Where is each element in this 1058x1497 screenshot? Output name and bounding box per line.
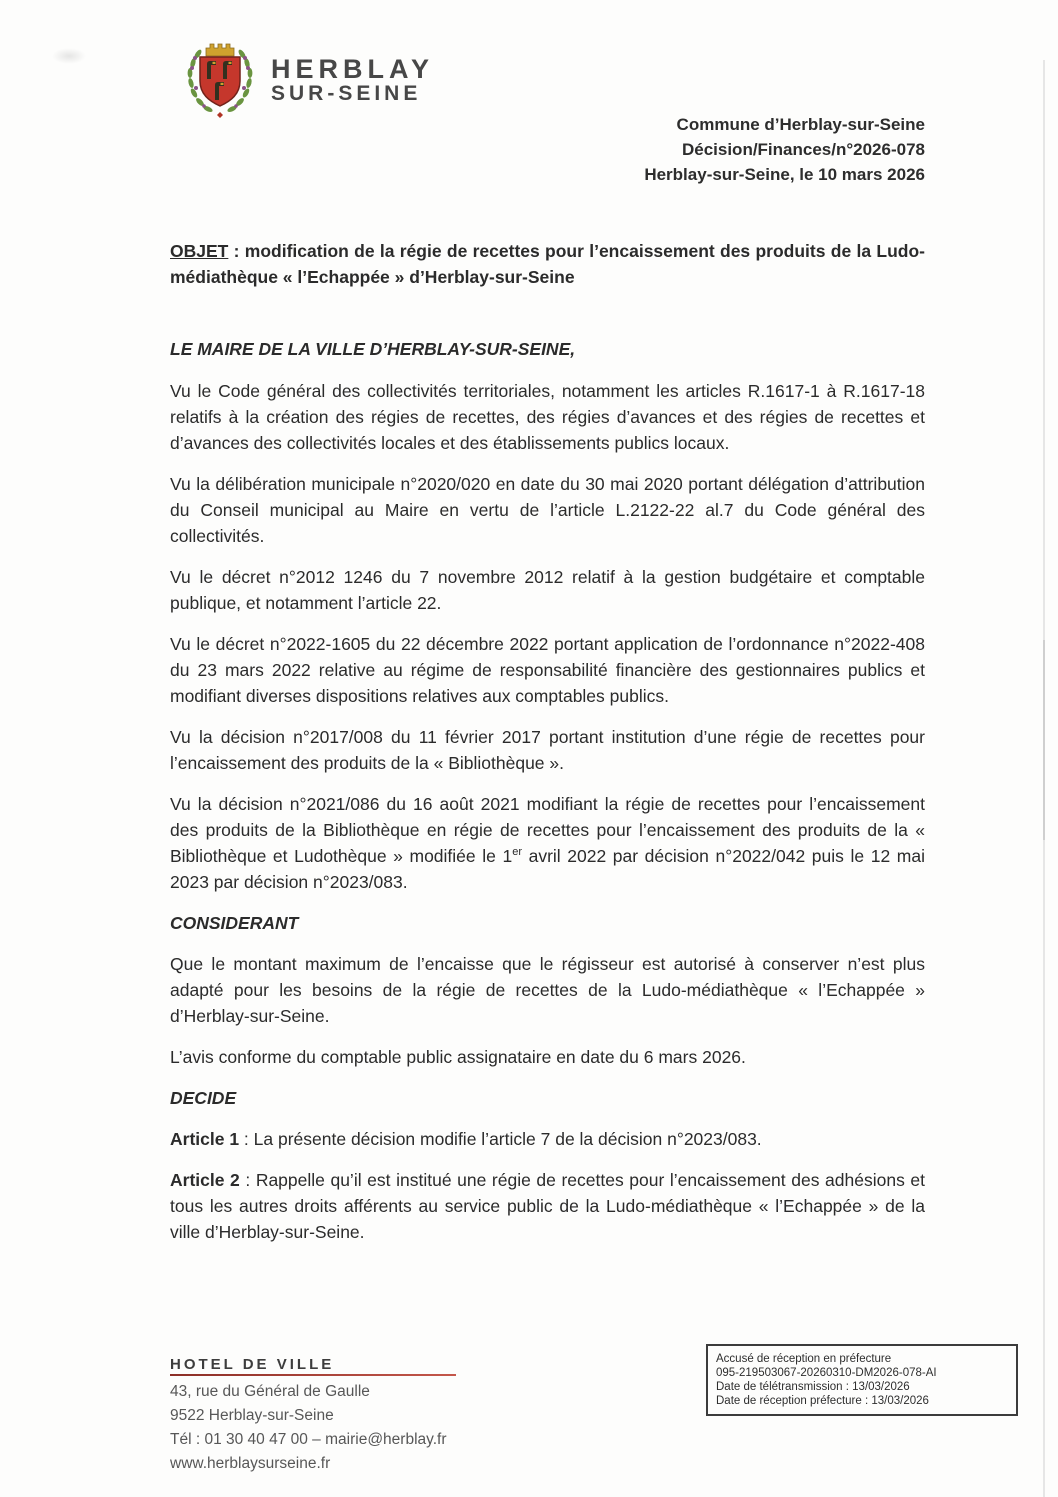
vu-paragraph-6: Vu la décision n°2021/086 du 16 août 2021 modifiant la régie de recettes pour l’encaissement des produits de la Bibliothèque en régie de recettes pour l’encaissement des produits de la « Bibliothèque et Ludothèque » modifiée le 1er avril 2022 par décision n°2022/042 puis le 12 mai 2023 par décision n°2023/083. xyxy=(170,794,925,892)
article-1-text: La présente décision modifie l’article 7 de la décision n°2023/083. xyxy=(253,1129,762,1149)
receipt-line-3: Date de télétransmission : 13/03/2026 xyxy=(716,1381,910,1393)
superscript-er: er xyxy=(512,846,522,859)
reference-line: Décision/Finances/n°2026-078 xyxy=(681,140,925,159)
receipt-line-4: Date de réception préfecture : 13/03/2026 xyxy=(716,1395,929,1407)
logo-name-line2: SUR-SEINE xyxy=(271,82,422,105)
ribbon-tip xyxy=(217,112,223,118)
maire-heading: LE MAIRE DE LA VILLE D’HERBLAY-SUR-SEINE, xyxy=(170,339,576,359)
article-2-label: Article 2 xyxy=(170,1170,240,1190)
vu-paragraph-3: Vu le décret n°2012 1246 du 7 novembre 2012 relatif à la gestion budgétaire et comptable publique, et notamment l’article 22. xyxy=(170,567,925,613)
logo-wordmark xyxy=(271,56,434,106)
considerant-heading: CONSIDERANT xyxy=(170,913,299,933)
article-2-text: Rappelle qu’il est institué une régie de recettes pour l’encaissement des adhésions et tous les autres droits afférents au service public de la Ludo-médiathèque « l’Echappée » de la ville d’Herblay-sur-Seine. xyxy=(170,1170,925,1242)
objet-text: modification de la régie de recettes pour l’encaissement des produits de la Ludo-médiathèque « l’Echappée » d’Herblay-sur-Seine xyxy=(170,241,925,287)
logo xyxy=(183,40,434,120)
vu-paragraph-1: Vu le Code général des collectivités territoriales, notamment les articles R.1617-1 à R.1617-18 relatifs à la création des régies de recettes, des régies d’avances et des régies de recettes et d’avances des collectivités locales et des établissements publics locaux. xyxy=(170,381,925,453)
address-line-1: 43, rue du Général de Gaulle xyxy=(170,1383,370,1400)
website-line: www.herblaysurseine.fr xyxy=(170,1455,331,1472)
footer-address xyxy=(170,1380,447,1476)
footer-rule xyxy=(170,1374,456,1376)
objet-label: OBJET xyxy=(170,241,229,261)
header-meta xyxy=(644,112,925,187)
shield xyxy=(200,57,240,106)
logo-name-line1: HERBLAY xyxy=(271,54,435,84)
article-1-paragraph: Article 1 : La présente décision modifie l’article 7 de la décision n°2023/083. xyxy=(170,1129,762,1149)
hotel-de-ville-title: HOTEL DE VILLE xyxy=(170,1356,335,1373)
address-line-2: 9522 Herblay-sur-Seine xyxy=(170,1407,334,1424)
receipt-line-2: 095-219503067-20260310-DM2026-078-AI xyxy=(716,1367,937,1379)
decide-heading: DECIDE xyxy=(170,1088,237,1108)
document-body xyxy=(170,238,925,1260)
vu-paragraph-4: Vu le décret n°2022-1605 du 22 décembre 2022 portant application de l’ordonnance n°2022-408 du 23 mars 2022 relative au régime de responsabilité financière des gestionnaires publics et modifiant diverses dispositions relatives aux comptables publics. xyxy=(170,634,925,706)
scan-artifact-line xyxy=(1043,60,1045,1497)
scan-smudge xyxy=(52,48,86,64)
prefecture-receipt-box xyxy=(706,1344,1018,1416)
commune-line: Commune d’Herblay-sur-Seine xyxy=(676,115,925,134)
objet-paragraph xyxy=(170,238,925,290)
crown xyxy=(206,44,234,56)
considerant-paragraph: Que le montant maximum de l’encaisse que le régisseur est autorisé à conserver n’est plus adapté pour les besoins de la régie de recettes de la Ludo-médiathèque « l’Echappée » d’Herblay-sur-Seine. xyxy=(170,954,925,1026)
objet-separator: : xyxy=(228,241,245,261)
contact-line: Tél : 01 30 40 47 00 – mairie@herblay.fr xyxy=(170,1431,447,1448)
article-2-paragraph: Article 2 : Rappelle qu’il est institué une régie de recettes pour l’encaissement des adhésions et tous les autres droits afférents au service public de la Ludo-médiathèque « l’Echappée » de la ville d’Herblay-sur-Seine. xyxy=(170,1170,925,1242)
vu-paragraph-2: Vu la délibération municipale n°2020/020 en date du 30 mai 2020 portant délégation d’attribution du Conseil municipal au Maire en vertu de l’article L.2122-22 al.7 du Code général des collectivités. xyxy=(170,474,925,546)
dateline: Herblay-sur-Seine, le 10 mars 2026 xyxy=(644,165,925,184)
article-1-label: Article 1 xyxy=(170,1129,240,1149)
vu-paragraph-5: Vu la décision n°2017/008 du 11 février 2017 portant institution d’une régie de recettes pour l’encaissement des produits de la « Bibliothèque ». xyxy=(170,727,925,773)
coat-of-arms-icon xyxy=(183,40,257,120)
receipt-line-1: Accusé de réception en préfecture xyxy=(716,1353,892,1365)
avis-paragraph: L’avis conforme du comptable public assignataire en date du 6 mars 2026. xyxy=(170,1047,746,1067)
